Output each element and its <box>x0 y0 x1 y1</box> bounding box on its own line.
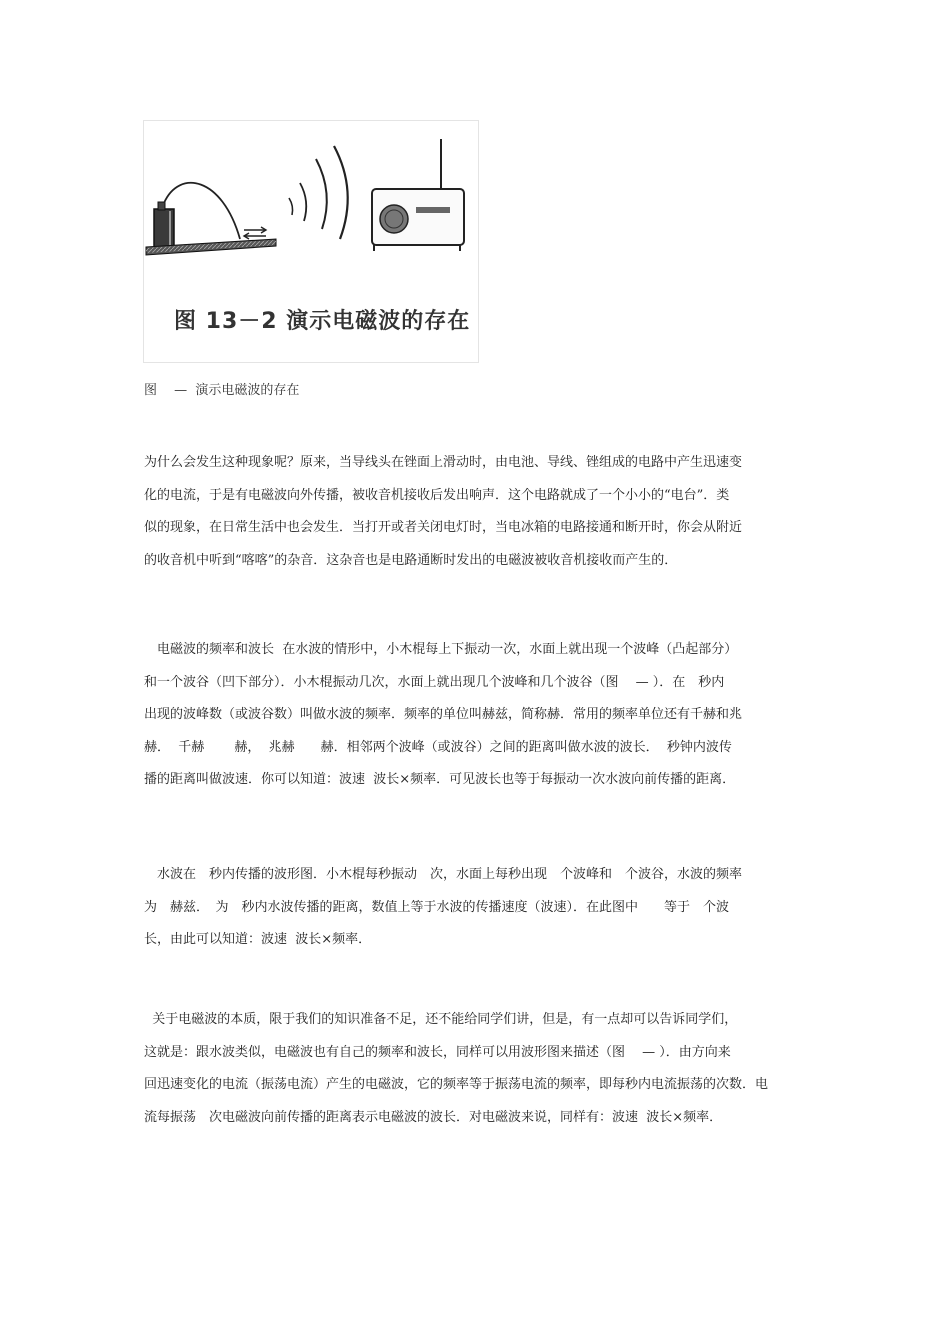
figure-caption: 图 — 演示电磁波的存在 <box>144 383 300 398</box>
figure-label: 图 13－2 演示电磁波的存在 <box>174 309 471 334</box>
text-line: 电磁波的频率和波长 在水波的情形中，小木棍每上下振动一次，水面上就出现一个波峰（凸起部分） <box>144 642 738 657</box>
text-line: 为 赫兹． 为 秒内水波传播的距离，数值上等于水波的传播速度（波速）．在此图中 等于 个波 <box>144 899 730 915</box>
text-line: 这就是：跟水波类似，电磁波也有自己的频率和波长，同样可以用波形图来描述（图 — ）．由方向来 <box>144 1044 731 1060</box>
text-line: 赫． 千赫 赫， 兆赫 赫．相邻两个波峰（或波谷）之间的距离叫做水波的波长． 秒钟内波传 <box>144 739 732 755</box>
text-line: 长，由此可以知道：波速 波长×频率． <box>144 932 372 947</box>
wire-drawing <box>164 183 240 239</box>
figure-image <box>143 120 479 363</box>
battery-drawing <box>154 209 174 247</box>
text-line: 化的电流，于是有电磁波向外传播，被收音机接收后发出响声．这个电路就成了一个小小的“电台”．类 <box>144 487 730 503</box>
paragraph-2 <box>144 634 812 797</box>
text-line: 和一个波谷（凹下部分）．小木棍振动几次，水面上就出现几个波峰和几个波谷（图 — ）．在 秒内 <box>144 674 725 690</box>
text-line: 回迅速变化的电流（振荡电流）产生的电磁波，它的频率等于振荡电流的频率，即每秒内电流振荡的次数．电 <box>144 1077 769 1092</box>
text-line: 为什么会发生这种现象呢？原来，当导线头在锉面上滑动时，由电池、导线、锉组成的电路中产生迅速变 <box>144 455 743 470</box>
text-line: 流每振荡 次电磁波向前传播的距离表示电磁波的波长．对电磁波来说，同样有：波速 波长×频率． <box>144 1109 723 1125</box>
wave-lines-drawing <box>289 198 293 215</box>
text-line: 水波在 秒内传播的波形图．小木棍每秒振动 次，水面上每秒出现 个波峰和 个波谷，水波的频率 <box>144 867 743 882</box>
text-line: 关于电磁波的本质，限于我们的知识准备不足，还不能给同学们讲，但是，有一点却可以告诉同学们， <box>144 1012 738 1027</box>
paragraph-1 <box>144 447 812 577</box>
text-line: 出现的波峰数（或波谷数）叫做水波的频率．频率的单位叫赫兹，简称赫．常用的频率单位还有千赫和兆 <box>144 707 743 722</box>
paragraph-4 <box>144 1004 812 1134</box>
text-line: 似的现象，在日常生活中也会发生．当打开或者关闭电灯时，当电冰箱的电路接通和断开时，你会从附近 <box>144 520 743 535</box>
text-line: 播的距离叫做波速．你可以知道：波速 波长×频率．可见波长也等于每振动一次水波向前传播的距离． <box>144 772 736 787</box>
paragraph-3 <box>144 859 812 957</box>
text-line: 的收音机中听到“喀喀”的杂音．这杂音也是电路通断时发出的电磁波被收音机接收而产生的． <box>144 552 678 568</box>
